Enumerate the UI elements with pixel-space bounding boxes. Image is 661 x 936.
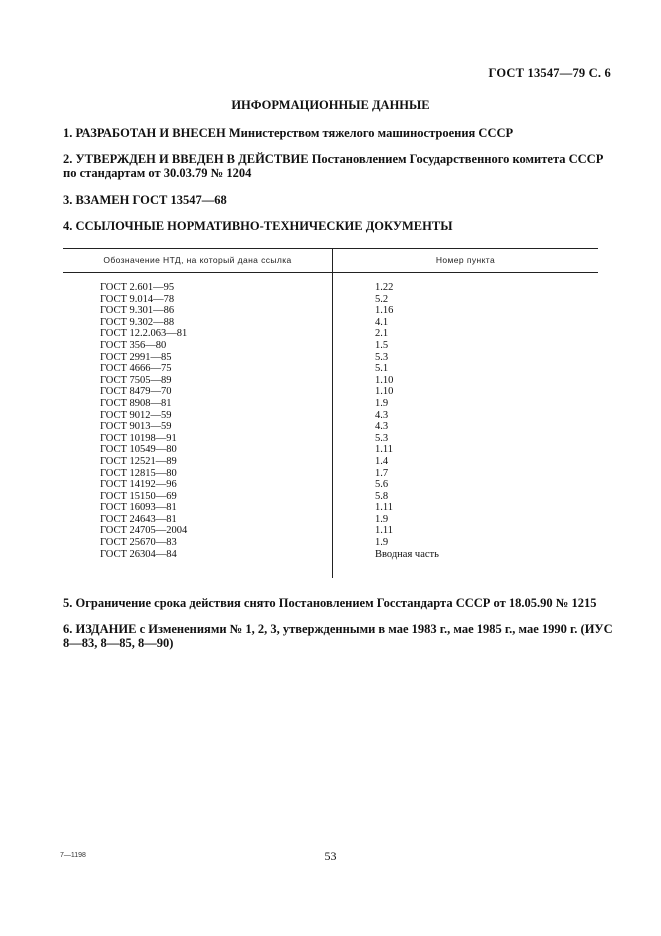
table-row [63, 525, 598, 537]
table-cell-point: 1.9 [375, 537, 389, 549]
table-header-document: Обозначение НТД, на который дана ссылка [103, 255, 292, 265]
table-row [63, 294, 598, 306]
info-item-6 [63, 622, 618, 650]
table-cell-document: ГОСТ 16093—81 [100, 502, 177, 514]
table-cell-point: 1.10 [375, 374, 394, 386]
table-cell-point: Вводная часть [375, 548, 439, 560]
table-row [63, 456, 598, 468]
section-title: ИНФОРМАЦИОННЫЕ ДАННЫЕ [231, 98, 430, 112]
table-cell-document: ГОСТ 14192—96 [100, 479, 177, 491]
table-header-rule [63, 272, 598, 273]
table-top-rule [63, 248, 598, 249]
table-row [63, 537, 598, 549]
table-header-point: Номер пункта [435, 255, 496, 265]
info-item-1 [63, 126, 618, 140]
table-cell-point: 1.10 [375, 386, 394, 398]
info-item-4-lead: 4. ССЫЛОЧНЫЕ НОРМАТИВНО-ТЕХНИЧЕСКИЕ ДОКУМЕНТЫ [63, 219, 453, 233]
table-row [63, 479, 598, 491]
table-row [63, 317, 598, 329]
table-row [63, 421, 598, 433]
info-item-2-text: Постановлением Государственного комитета СССР по стандартам от 30.03.79 № 1204 [63, 152, 604, 180]
table-row [63, 433, 598, 445]
table-body [63, 282, 598, 560]
table-cell-point: 2.1 [375, 328, 389, 340]
table-cell-document: ГОСТ 15150—69 [100, 490, 177, 502]
table-cell-document: ГОСТ 24705—2004 [100, 525, 188, 537]
reference-table [63, 248, 598, 578]
info-item-3 [63, 193, 618, 207]
info-item-5-lead: 5. [63, 596, 73, 610]
table-cell-point: 1.16 [375, 305, 394, 317]
table-row [63, 305, 598, 317]
table-cell-point: 1.5 [375, 339, 389, 351]
table-cell-point: 5.1 [375, 363, 389, 375]
table-cell-point: 4.3 [375, 421, 389, 433]
info-item-5-text: Ограничение срока действия снято Постановлением Госстандарта СССР от 18.05.90 № 1215 [72, 596, 597, 610]
table-cell-document: ГОСТ 7505—89 [100, 374, 172, 386]
table-row [63, 340, 598, 352]
table-cell-point: 4.3 [375, 409, 389, 421]
table-cell-document: ГОСТ 4666—75 [100, 363, 172, 375]
table-row [63, 375, 598, 387]
info-item-1-lead: 1. РАЗРАБОТАН И ВНЕСЕН [63, 126, 226, 140]
table-cell-document: ГОСТ 2.601—95 [100, 282, 175, 293]
page-header-code: ГОСТ 13547—79 С. 6 [488, 66, 611, 80]
page-number: 53 [324, 849, 337, 863]
table-cell-point: 5.3 [375, 351, 389, 363]
table-cell-point: 1.9 [375, 397, 389, 409]
table-cell-document: ГОСТ 10198—91 [100, 432, 177, 444]
table-cell-point: 5.8 [375, 490, 389, 502]
info-item-2-lead: 2. УТВЕРЖДЕН И ВВЕДЕН В ДЕЙСТВИЕ [63, 152, 309, 166]
info-item-4 [63, 219, 618, 233]
table-row [63, 444, 598, 456]
table-cell-point: 1.22 [375, 282, 394, 293]
table-cell-point: 1.11 [375, 444, 393, 456]
table-cell-document: ГОСТ 24643—81 [100, 513, 177, 525]
table-cell-point: 4.1 [375, 316, 389, 328]
info-item-1-text: Министерством тяжелого машиностроения СССР [225, 126, 514, 140]
table-cell-document: ГОСТ 9012—59 [100, 409, 172, 421]
table-cell-point: 1.7 [375, 467, 389, 479]
table-row [63, 328, 598, 340]
table-cell-document: ГОСТ 8479—70 [100, 386, 172, 398]
table-row [63, 386, 598, 398]
table-row [63, 549, 598, 561]
table-row [63, 398, 598, 410]
table-row [63, 468, 598, 480]
table-cell-point: 1.4 [375, 455, 389, 467]
table-cell-document: ГОСТ 9.301—86 [100, 305, 175, 317]
table-cell-document: ГОСТ 9013—59 [100, 421, 172, 433]
table-row [63, 363, 598, 375]
table-cell-point: 5.2 [375, 293, 389, 305]
table-cell-point: 1.11 [375, 502, 393, 514]
table-cell-point: 1.9 [375, 513, 389, 525]
table-cell-point: 5.3 [375, 432, 389, 444]
info-item-2 [63, 152, 618, 180]
table-row [63, 352, 598, 364]
table-cell-document: ГОСТ 26304—84 [100, 548, 177, 560]
table-cell-document: ГОСТ 12521—89 [100, 455, 177, 467]
print-order-code: 7—1198 [60, 852, 86, 859]
info-item-6-lead: 6. ИЗДАНИЕ [63, 622, 137, 636]
info-item-5 [63, 596, 618, 610]
table-cell-document: ГОСТ 2991—85 [100, 351, 172, 363]
table-cell-document: ГОСТ 25670—83 [100, 537, 177, 549]
table-cell-document: ГОСТ 10549—80 [100, 444, 177, 456]
info-item-3-lead: 3. ВЗАМЕН ГОСТ 13547—68 [63, 193, 227, 207]
table-cell-point: 1.11 [375, 525, 393, 537]
table-cell-document: ГОСТ 12815—80 [100, 467, 177, 479]
table-row [63, 502, 598, 514]
info-item-6-text: с Изменениями № 1, 2, 3, утвержденными в мае 1983 г., мае 1985 г., мае 1990 г. (ИУС 8—83, 8—85, 8—90) [63, 622, 613, 650]
table-cell-document: ГОСТ 8908—81 [100, 397, 172, 409]
table-row [63, 514, 598, 526]
table-row [63, 282, 598, 294]
table-cell-document: ГОСТ 12.2.063—81 [100, 328, 188, 340]
table-cell-document: ГОСТ 9.302—88 [100, 316, 175, 328]
table-cell-point: 5.6 [375, 479, 389, 491]
table-row [63, 410, 598, 422]
table-row [63, 491, 598, 503]
table-cell-document: ГОСТ 9.014—78 [100, 293, 175, 305]
table-cell-document: ГОСТ 356—80 [100, 339, 167, 351]
